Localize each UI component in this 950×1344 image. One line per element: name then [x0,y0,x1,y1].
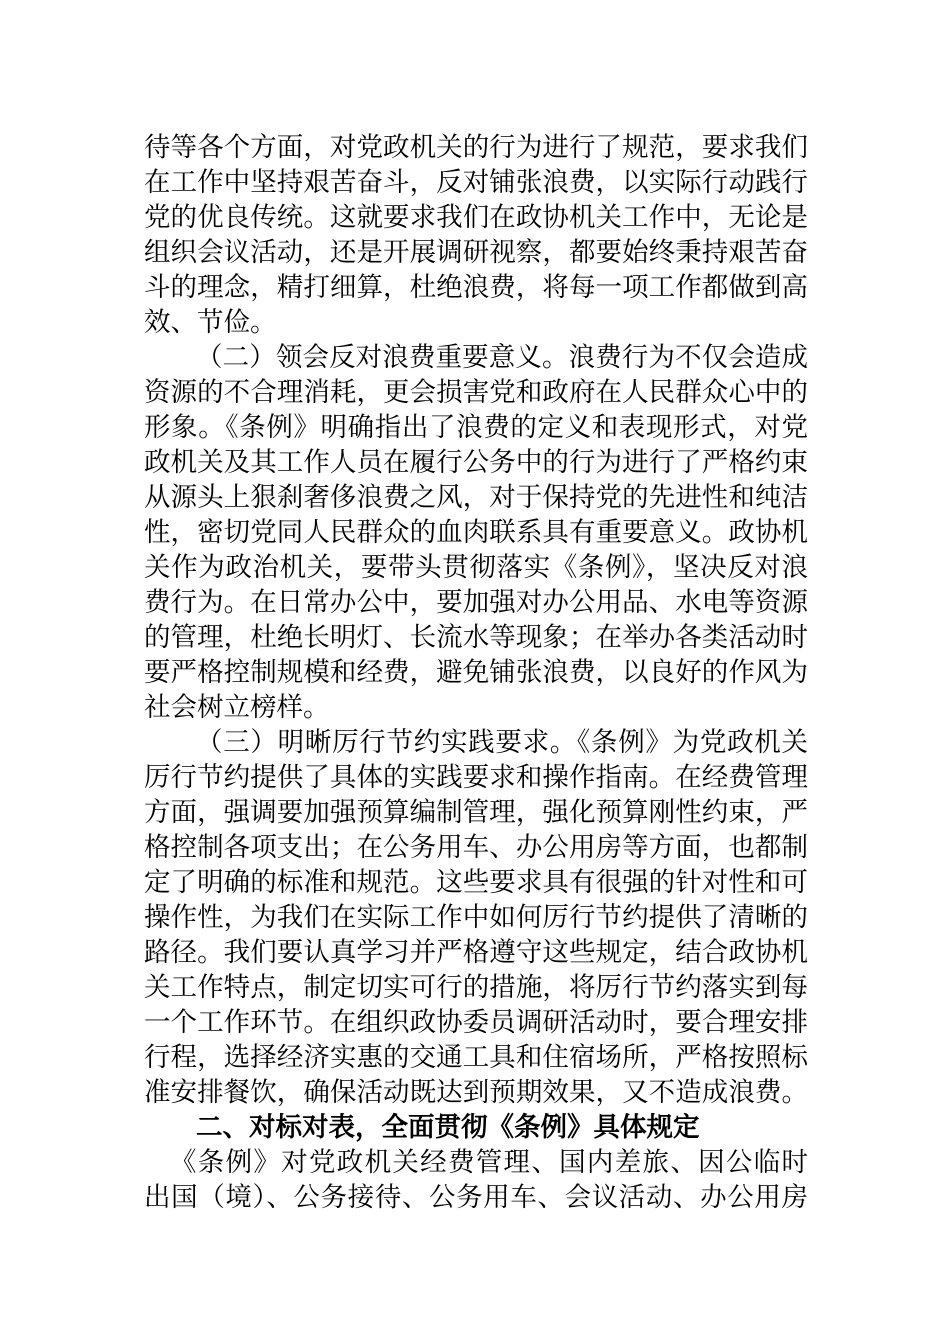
paragraph-first-line: 《条例》对党政机关经费管理、国内差旅、因公临时 [170,1147,808,1178]
section-heading: 二、对标对表，全面贯彻《条例》具体规定 [196,1112,700,1143]
text-line: 党的优良传统。这就要求我们在政协机关工作中，无论是 [144,202,808,233]
paragraph-first-line: （三）明晰厉行节约实践要求。《条例》为党政机关 [196,727,808,758]
text-line: 资源的不合理消耗，更会损害党和政府在人民群众心中的 [144,377,808,408]
text-line: 费行为。在日常办公中，要加强对办公用品、水电等资源 [144,587,808,618]
text-line: 斗的理念，精打细算，杜绝浪费，将每一项工作都做到高 [144,272,808,303]
text-line: 从源头上狠刹奢侈浪费之风，对于保持党的先进性和纯洁 [144,482,808,513]
text-line: 在工作中坚持艰苦奋斗，反对铺张浪费，以实际行动践行 [144,167,808,198]
text-line: 准安排餐饮，确保活动既达到预期效果，又不造成浪费。 [144,1077,808,1108]
text-line: 出国（境）、公务接待、公务用车、会议活动、办公用房 [144,1182,808,1213]
text-line: 待等各个方面，对党政机关的行为进行了规范，要求我们 [144,132,808,163]
text-line: 操作性，为我们在实际工作中如何厉行节约提供了清晰的 [144,902,808,933]
text-line: 要严格控制规模和经费，避免铺张浪费，以良好的作风为 [144,657,808,688]
text-line: 格控制各项支出；在公务用车、办公用房等方面，也都制 [144,832,808,863]
text-line: 厉行节约提供了具体的实践要求和操作指南。在经费管理 [144,762,808,793]
text-line: 关作为政治机关，要带头贯彻落实《条例》，坚决反对浪 [144,552,808,583]
text-line: 关工作特点，制定切实可行的措施，将厉行节约落实到每 [144,972,808,1003]
text-line: 的管理，杜绝长明灯、长流水等现象；在举办各类活动时 [144,622,808,653]
text-line: 行程，选择经济实惠的交通工具和住宿场所，严格按照标 [144,1042,808,1073]
text-line: 效、节俭。 [144,307,277,338]
text-line: 定了明确的标准和规范。这些要求具有很强的针对性和可 [144,867,808,898]
text-line: 性，密切党同人民群众的血肉联系具有重要意义。政协机 [144,517,808,548]
text-line: 组织会议活动，还是开展调研视察，都要始终秉持艰苦奋 [144,237,808,268]
text-line: 形象。《条例》明确指出了浪费的定义和表现形式，对党 [144,412,808,443]
paragraph-first-line: （二）领会反对浪费重要意义。浪费行为不仅会造成 [196,342,808,373]
text-line: 政机关及其工作人员在履行公务中的行为进行了严格约束 [144,447,808,478]
text-line: 路径。我们要认真学习并严格遵守这些规定，结合政协机 [144,937,808,968]
text-line: 社会树立榜样。 [144,692,330,723]
text-line: 方面，强调要加强预算编制管理，强化预算刚性约束，严 [144,797,808,828]
text-line: 一个工作环节。在组织政协委员调研活动时，要合理安排 [144,1007,808,1038]
